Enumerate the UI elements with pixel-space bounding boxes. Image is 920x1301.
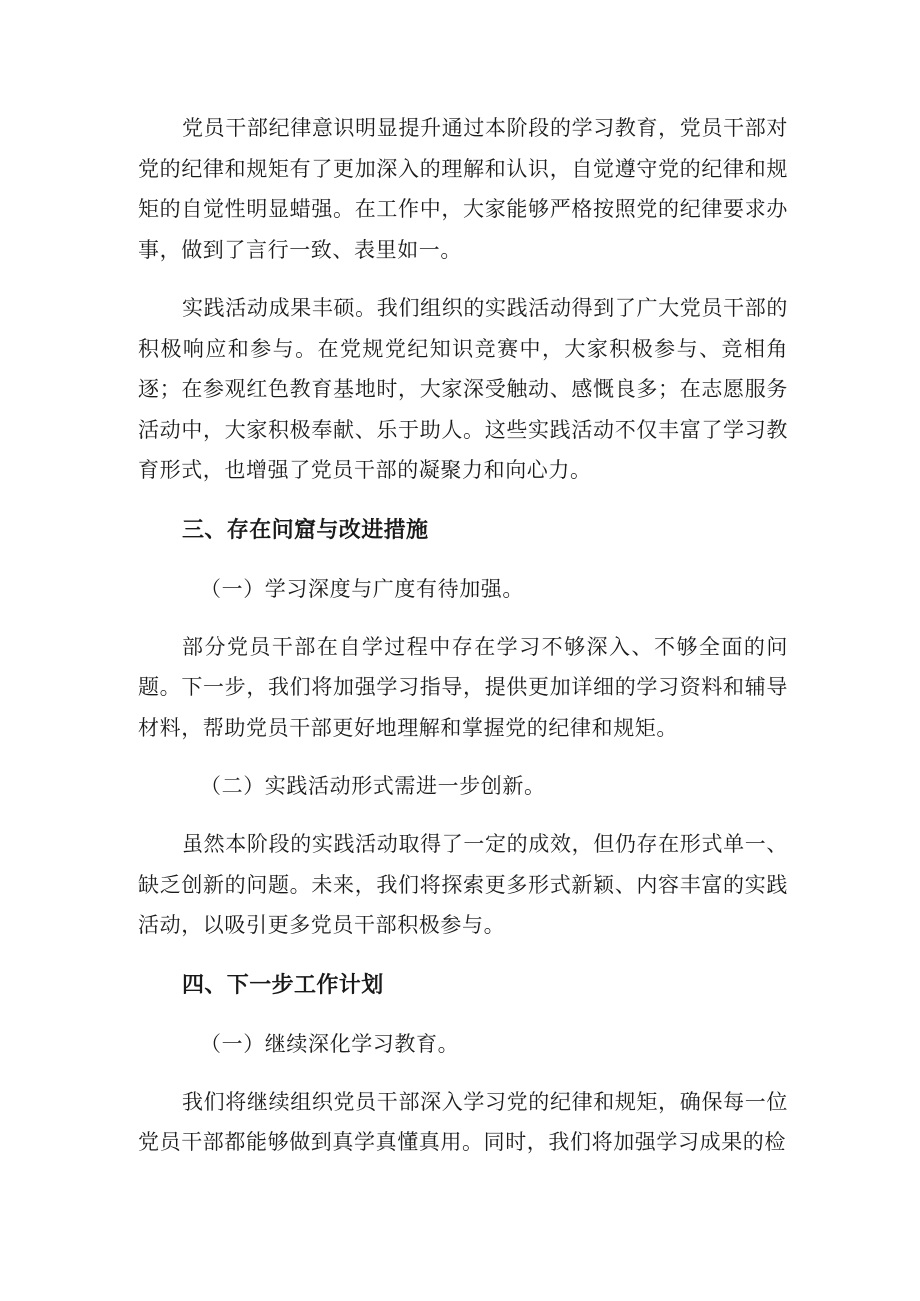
subheading-learning-depth: （一）学习深度与广度有待加强。 [200, 576, 524, 601]
subheading-practice-innovation: （二）实践活动形式需进一步创新。 [200, 774, 546, 798]
paragraph-practice-innovation: 虽然本阶段的实践活动取得了一定的成效，但仍存在形式单一、缺乏创新的问题。未来，我们将探索更多形式新颖、内容丰富的实践活动，以吸引更多党员干部积极参与。 [138, 832, 788, 937]
paragraph-practice-results: 实践活动成果丰硕。我们组织的实践活动得到了广大党员干部的积极响应和参与。在党规党纪知识竞赛中，大家积极参与、竞相角逐；在参观红色教育基地时，大家深受触动、感慨良多；在志愿服务活动中，大家积极奉献、乐于助人。这些实践活动不仅丰富了学习教育形式，也增强了党员干部的凝聚力和向心力。 [138, 296, 788, 482]
paragraph-learning-depth: 部分党员干部在自学过程中存在学习不够深入、不够全面的问题。下一步，我们将加强学习指导，提供更加详细的学习资料和辅导材料，帮助党员干部更好地理解和掌握党的纪律和规矩。 [138, 634, 788, 740]
subheading-deepen-learning: （一）继续深化学习教育。 [200, 1031, 460, 1056]
section-heading-problems: 三、存在问窟与改进措施 [182, 517, 429, 543]
section-heading-next-plan: 四、下一步工作计划 [182, 972, 384, 998]
paragraph-deepen-learning: 我们将继续组织党员干部深入学习党的纪律和规矩，确保每一位党员干部都能够做到真学真懂真用。同时，我们将加强学习成果的检 [138, 1089, 788, 1154]
document-page [138, 108, 788, 1163]
paragraph-discipline-awareness: 党员干部纪律意识明显提升通过本阶段的学习教育，党员干部对党的纪律和规矩有了更加深入的理解和认识，自觉遵守党的纪律和规矩的自觉性明显蜡强。在工作中，大家能够严格按照党的纪律要求办事，做到了言行一致、表里如一。 [138, 116, 788, 262]
